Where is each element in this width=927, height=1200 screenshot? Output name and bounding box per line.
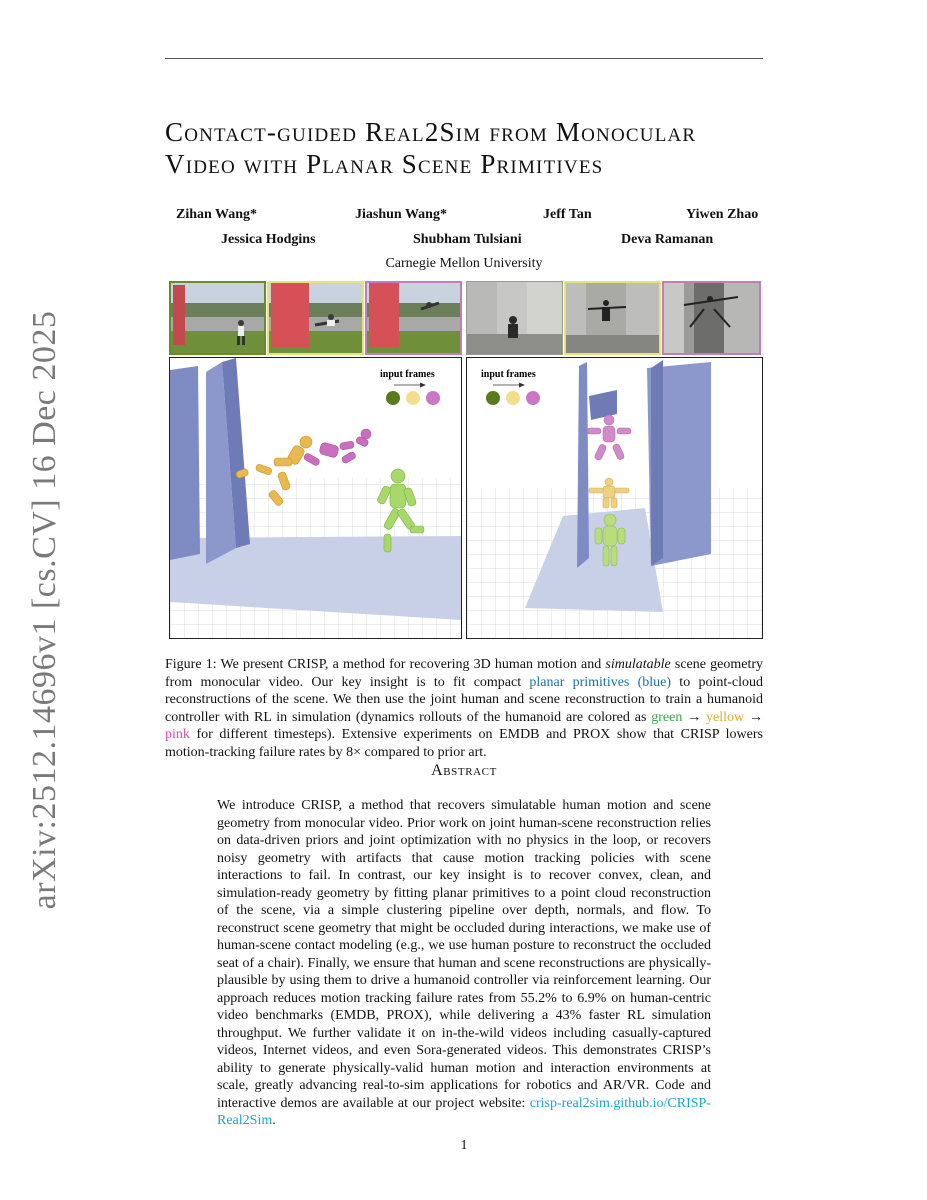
input-frame-thumbnail: [267, 281, 364, 355]
author-name: Deva Ramanan: [621, 232, 714, 247]
input-frame-thumbnail: [169, 281, 266, 355]
title-line-2: Video with Planar Scene Primitives: [165, 149, 604, 179]
caption-pink-highlight: pink: [165, 727, 190, 742]
author-name: Zihan Wang*: [176, 207, 258, 222]
author-name: Jiashun Wang*: [355, 207, 447, 222]
simulation-render-right: [466, 357, 763, 639]
rollout-legend-yellow-dot: [406, 391, 420, 405]
author-name: Yiwen Zhao: [686, 207, 759, 222]
figure-1: [169, 281, 761, 637]
caption-yellow-highlight: yellow: [706, 709, 745, 725]
abstract-heading: Abstract: [431, 762, 497, 779]
caption-text: Figure 1: We present CRISP, a method for recovering 3D human motion and: [165, 657, 606, 672]
caption-text: to point-cloud reconstructions of the scene. We then use the joint human and scene reconstruction to train a humanoid controller with RL in simulation (dynamics rollouts of the humanoid are colored as: [165, 674, 763, 725]
author-name: Jessica Hodgins: [221, 232, 316, 247]
rollout-legend-yellow-dot: [506, 391, 520, 405]
title-line-1: Contact-guided Real2Sim from Monocular: [165, 117, 697, 147]
author-name: Shubham Tulsiani: [413, 232, 522, 247]
affiliation: Carnegie Mellon University: [385, 256, 543, 271]
abstract-text: We introduce CRISP, a method that recovers simulatable human motion and scene geometry from monocular video. Prior work on joint human-scene reconstruction relies on data-driven priors and joint optimization with no physics in the loop, or recovers noisy geometry with artifacts that cause motion tracking policies with scene interactions to fail. In contrast, our key insight is to recover convex, clean, and simulation-ready geometry by fitting planar primitives to a point cloud reconstruction of the scene, via a simple clustering pipeline over depth, normals, and flow. To reconstruct scene geometry that might be occluded during interactions, we make use of human-scene contact modeling (e.g., we use human posture to reconstruct the occluded seat of a chair). Finally, we ensure that human and scene reconstructions are physically-plausible by using them to drive a humanoid controller via reinforcement learning. Our approach reduces motion tracking failure rates from 55.2% to 6.9% on human-centric video benchmarks (EMDB, PROX), while delivering a 43% faster RL simulation throughput. We further validate it on in-the-wild videos including casually-captured videos, Internet videos, and even Sora-generated videos. This demonstrates CRISP’s ability to generate physically-valid human motion and interaction environments at scale, greatly advancing real-to-sim applications for robotics and AR/VR. Code and interactive demos are available at our project website:: [217, 798, 711, 1111]
abstract-text-end: .: [272, 1113, 276, 1128]
project-website-link[interactable]: crisp-real2sim.github.io/CRISP-Real2Sim: [217, 1095, 711, 1128]
caption-emphasis: simulatable: [605, 657, 671, 672]
author-name: Jeff Tan: [543, 207, 592, 222]
abstract-body: [217, 797, 711, 1130]
page-number: 1: [460, 1138, 468, 1153]
simulation-render-left: [169, 357, 462, 639]
arxiv-identifier: arXiv:2512.14696v1 [cs.CV] 16 Dec 2025: [26, 310, 63, 910]
caption-arrow: →: [682, 709, 707, 725]
legend-label: input frames: [481, 369, 536, 380]
caption-text: scene geometry from monocular video. Our key insight is to fit compact: [165, 657, 764, 690]
paper-title: [165, 116, 765, 180]
caption-arrow: →: [744, 709, 764, 725]
legend-label: input frames: [380, 369, 435, 380]
caption-green-highlight: green: [651, 709, 683, 725]
rollout-legend-green-dot: [486, 391, 500, 405]
figure-caption: [165, 656, 763, 761]
input-frame-thumbnail: [564, 281, 661, 355]
input-frame-thumbnail: [466, 281, 563, 355]
rollout-legend-pink-dot: [526, 391, 540, 405]
rollout-legend-green-dot: [386, 391, 400, 405]
header-rule: [165, 58, 763, 59]
rollout-legend-pink-dot: [426, 391, 440, 405]
input-frame-thumbnail: [662, 281, 761, 355]
caption-blue-highlight: planar primitives (blue): [529, 674, 672, 690]
caption-text: for different timesteps). Extensive experiments on EMDB and PROX show that CRISP lowers motion-tracking failure rates by 8× compared to prior art.: [165, 727, 763, 760]
input-frame-thumbnail: [365, 281, 462, 355]
